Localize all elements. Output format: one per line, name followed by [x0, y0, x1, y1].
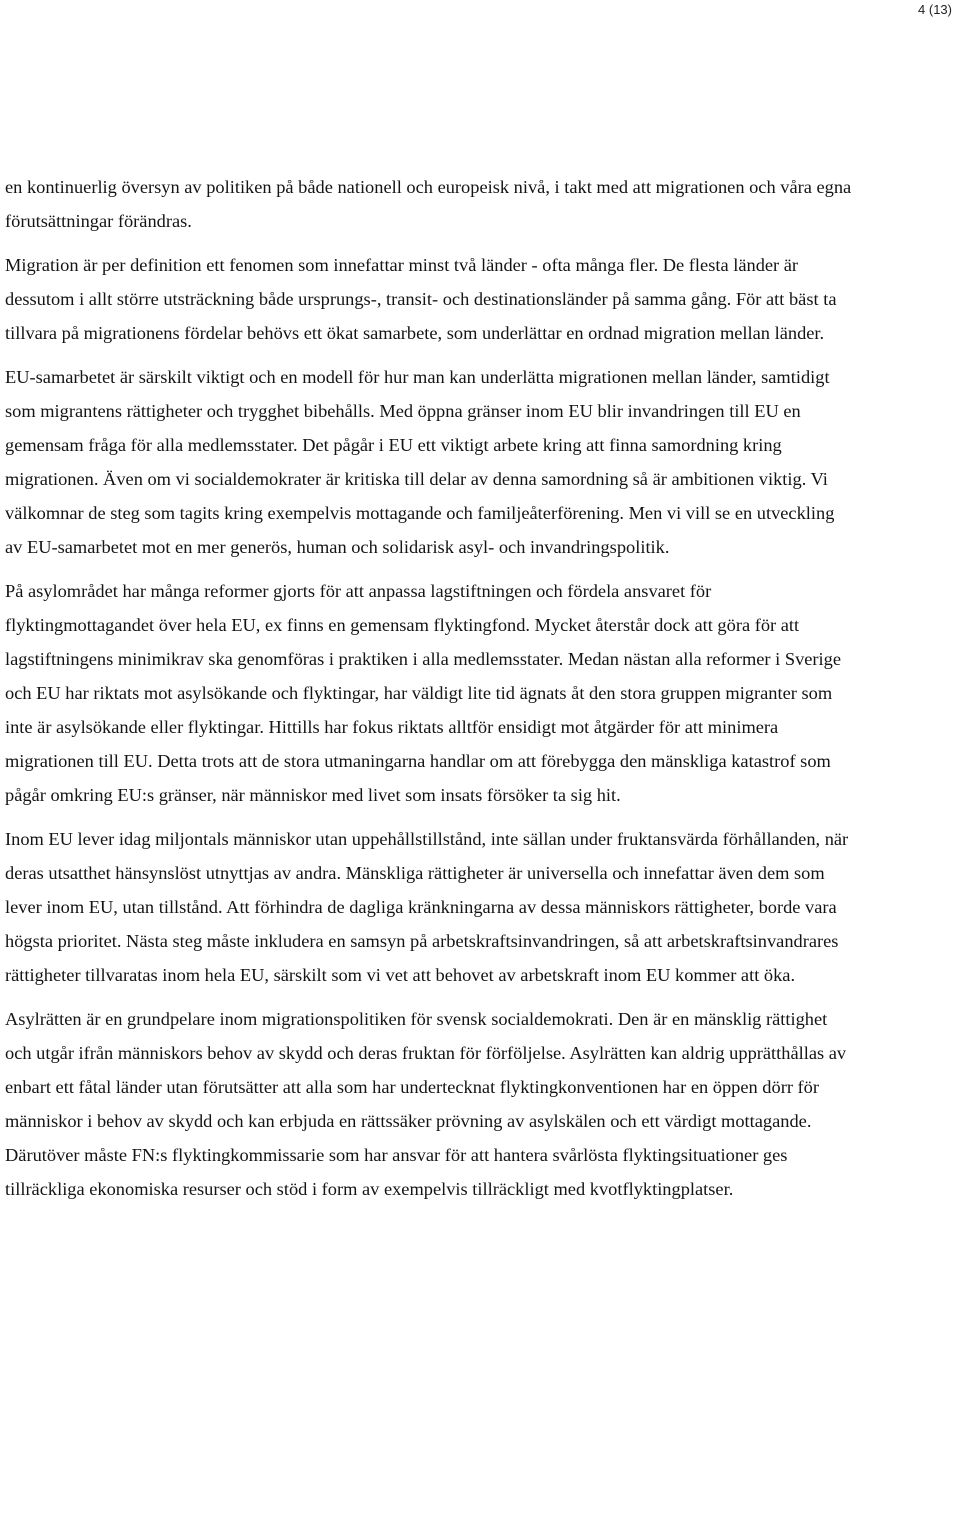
paragraph: EU-samarbetet är särskilt viktigt och en modell för hur man kan underlätta migrationen mellan länder, samtidigt som migrantens rättigheter och trygghet bibehålls. Med öppna gränser inom EU blir invandringen till EU en gemensam fråga för alla medlemsstater. Det pågår i EU ett viktigt arbete kring att finna samordning kring migrationen. Även om vi socialdemokrater är kritiska till delar av denna samordning så är ambitionen viktig. Vi välkomnar de steg som tagits kring exempelvis mottagande och familjeåterförening. Men vi vill se en utveckling av EU-samarbetet mot en mer generös, human och solidarisk asyl- och invandringspolitik. [5, 367, 835, 557]
paragraph: Inom EU lever idag miljontals människor utan uppehållstillstånd, inte sällan under fruktansvärda förhållanden, när deras utsatthet hänsynslöst utnyttjas av andra. Mänskliga rättigheter är universella och innefattar även dem som lever inom EU, utan tillstånd. Att förhindra de dagliga kränkningarna av dessa människors rättigheter, borde vara högsta prioritet. Nästa steg måste inkludera en samsyn på arbetskraftsinvandringen, så att arbetskraftsinvandrares rättigheter tillvaratas inom hela EU, särskilt som vi vet att behovet av arbetskraft inom EU kommer att öka. [5, 829, 849, 985]
paragraph: en kontinuerlig översyn av politiken på både nationell och europeisk nivå, i takt med att migrationen och våra egna förutsättningar förändras. [5, 177, 852, 231]
paragraph: Asylrätten är en grundpelare inom migrationspolitiken för svensk socialdemokrati. Den är en mänsklig rättighet och utgår ifrån människors behov av skydd och deras fruktan för förföljelse. Asylrätten kan aldrig upprätthållas av enbart ett fåtal länder utan förutsätter att alla som har undertecknat flyktingkonventionen har en öppen dörr för människor i behov av skydd och kan erbjuda en rättssäker prövning av asylskälen och ett värdigt mottagande. Därutöver måste FN:s flyktingkommissarie som har ansvar för att hantera svårlösta flyktingsituationer ges tillräckliga ekonomiska resurser och stöd i form av exempelvis tillräckligt med kvotflyktingplatser. [5, 1009, 847, 1199]
paragraph: Migration är per definition ett fenomen som innefattar minst två länder - ofta många fler. De flesta länder är dessutom i allt större utsträckning både ursprungs-, transit- och destinationsländer på samma gång. För att bäst ta tillvara på migrationens fördelar behövs ett ökat samarbete, som underlättar en ordnad migration mellan länder. [5, 255, 837, 343]
page-number: 4 (13) [918, 2, 952, 17]
document-body [5, 170, 853, 1216]
paragraph: På asylområdet har många reformer gjorts för att anpassa lagstiftningen och fördela ansvaret för flyktingmottagandet över hela EU, ex finns en gemensam flyktingfond. Mycket återstår dock att göra för att lagstiftningens minimikrav ska genomföras i praktiken i alla medlemsstater. Medan nästan alla reformer i Sverige och EU har riktats mot asylsökande och flyktingar, har väldigt lite tid ägnats åt den stora gruppen migranter som inte är asylsökande eller flyktingar. Hittills har fokus riktats alltför ensidigt mot åtgärder för att minimera migrationen till EU. Detta trots att de stora utmaningarna handlar om att förebygga den mänskliga katastrof som pågår omkring EU:s gränser, när människor med livet som insats försöker ta sig hit. [5, 581, 842, 805]
